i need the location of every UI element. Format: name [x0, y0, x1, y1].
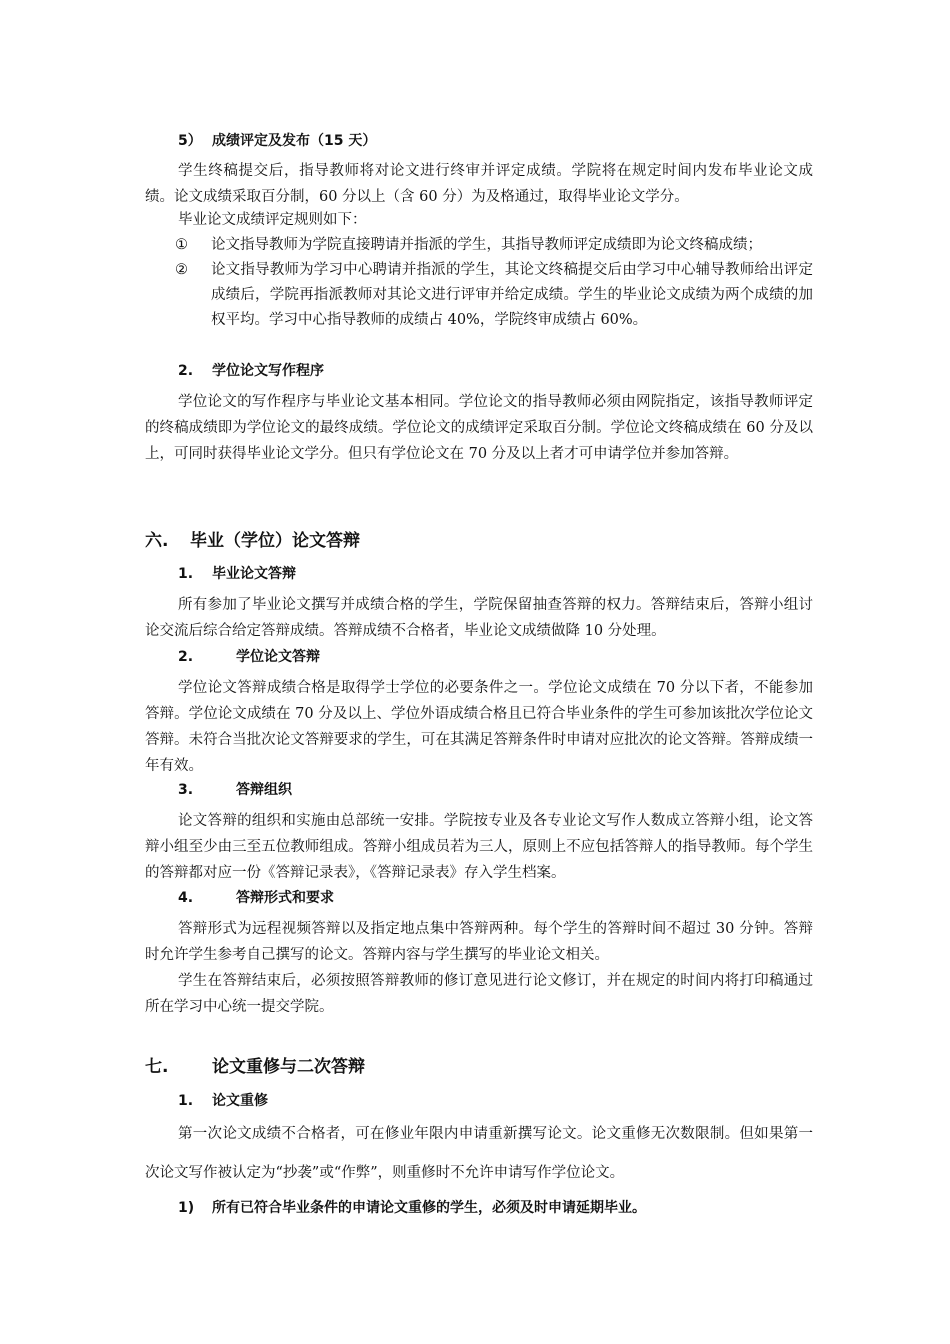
heading-number: 六.: [145, 531, 169, 551]
heading-7-1-1: [178, 1197, 646, 1217]
heading-number: 4.: [178, 890, 194, 906]
paragraph: 学位论文的写作程序与毕业论文基本相同。学位论文的指导教师必须由网院指定，该指导教师评定的终稿成绩即为学位论文的最终成绩。学位论文的成绩评定采取百分制。学位论文终稿成绩在 60 分及以上，可同时获得毕业论文学分。但只有学位论文在 70 分及以上者才可申请学位并参加答辩。: [145, 394, 813, 462]
paragraph: 答辩形式为远程视频答辩以及指定地点集中答辩两种。每个学生的答辩时间不超过 30 分钟。答辩时允许学生参考自己撰写的论文。答辩内容与学生撰写的毕业论文相关。: [145, 921, 813, 963]
heading-6-4: [178, 887, 334, 907]
heading-title: 论文重修与二次答辩: [212, 1057, 365, 1077]
paragraph: 毕业论文成绩评定规则如下：: [178, 212, 367, 228]
heading-6-3: [178, 779, 292, 799]
list-item: [145, 258, 813, 333]
heading-2: [178, 360, 324, 380]
heading-number: 1): [178, 1200, 195, 1216]
list-marker: ①: [175, 237, 188, 253]
list-text: 论文指导教师为学院直接聘请并指派的学生，其指导教师评定成绩即为论文终稿成绩；: [211, 237, 762, 253]
list-marker: ②: [175, 262, 188, 278]
heading-number: 3.: [178, 782, 194, 798]
section-heading-7: [145, 1052, 365, 1077]
heading-6-2: [178, 646, 320, 666]
heading-7-1: [178, 1090, 268, 1110]
heading-title: 答辩组织: [236, 782, 292, 798]
list-text: 论文指导教师为学习中心聘请并指派的学生，其论文终稿提交后由学习中心辅导教师给出评定成绩后，学院再指派教师对其论文进行评审并给定成绩。学生的毕业论文成绩为两个成绩的加权平均。学习中心指导教师的成绩占 40%，学院终审成绩占 60%。: [211, 262, 813, 328]
heading-title: 论文重修: [212, 1093, 268, 1109]
heading-number: 1.: [178, 1093, 194, 1109]
heading-number: 1.: [178, 566, 194, 582]
heading-number: 七.: [145, 1057, 169, 1077]
section-heading-6: [145, 526, 360, 551]
list-item: [145, 233, 813, 258]
heading-number: 2.: [178, 649, 194, 665]
paragraph: 学生终稿提交后，指导教师将对论文进行终审并评定成绩。学院将在规定时间内发布毕业论文成绩。论文成绩采取百分制，60 分以上（含 60 分）为及格通过，取得毕业论文学分。: [145, 163, 813, 205]
paragraph: 论文答辩的组织和实施由总部统一安排。学院按专业及各专业论文写作人数成立答辩小组，论文答辩小组至少由三至五位教师组成。答辩小组成员若为三人，原则上不应包括答辩人的指导教师。每个学生的答辩都对应一份《答辩记录表》，《答辩记录表》存入学生档案。: [145, 813, 813, 881]
paragraph: 第一次论文成绩不合格者，可在修业年限内申请重新撰写论文。论文重修无次数限制。但如果第一次论文写作被认定为“抄袭”或“作弊”，则重修时不允许申请写作学位论文。: [145, 1126, 813, 1181]
heading-title: 学位论文写作程序: [212, 363, 324, 379]
heading-title: 所有已符合毕业条件的申请论文重修的学生，必须及时申请延期毕业。: [212, 1200, 646, 1216]
heading-title: 毕业论文答辩: [212, 566, 296, 582]
heading-title: 成绩评定及发布（15 天）: [212, 133, 377, 149]
heading-title: 毕业（学位）论文答辩: [190, 531, 360, 551]
paragraph: 学位论文答辩成绩合格是取得学士学位的必要条件之一。学位论文成绩在 70 分以下者，不能参加答辩。学位论文成绩在 70 分及以上、学位外语成绩合格且已符合毕业条件的学生可参加该批次学位论文答辩。未符合当批次论文答辩要求的学生，可在其满足答辩条件时申请对应批次的论文答辩。答辩成绩一年有效。: [145, 680, 813, 774]
heading-number: 5）: [178, 133, 202, 149]
heading-title: 答辩形式和要求: [236, 890, 334, 906]
paragraph: 学生在答辩结束后，必须按照答辩教师的修订意见进行论文修订，并在规定的时间内将打印稿通过所在学习中心统一提交学院。: [145, 973, 813, 1015]
heading-title: 学位论文答辩: [236, 649, 320, 665]
paragraph: 所有参加了毕业论文撰写并成绩合格的学生，学院保留抽查答辩的权力。答辩结束后，答辩小组讨论交流后综合给定答辩成绩。答辩成绩不合格者，毕业论文成绩做降 10 分处理。: [145, 597, 813, 639]
heading-number: 2.: [178, 363, 194, 379]
heading-6-1: [178, 563, 296, 583]
heading-5: [178, 130, 376, 150]
